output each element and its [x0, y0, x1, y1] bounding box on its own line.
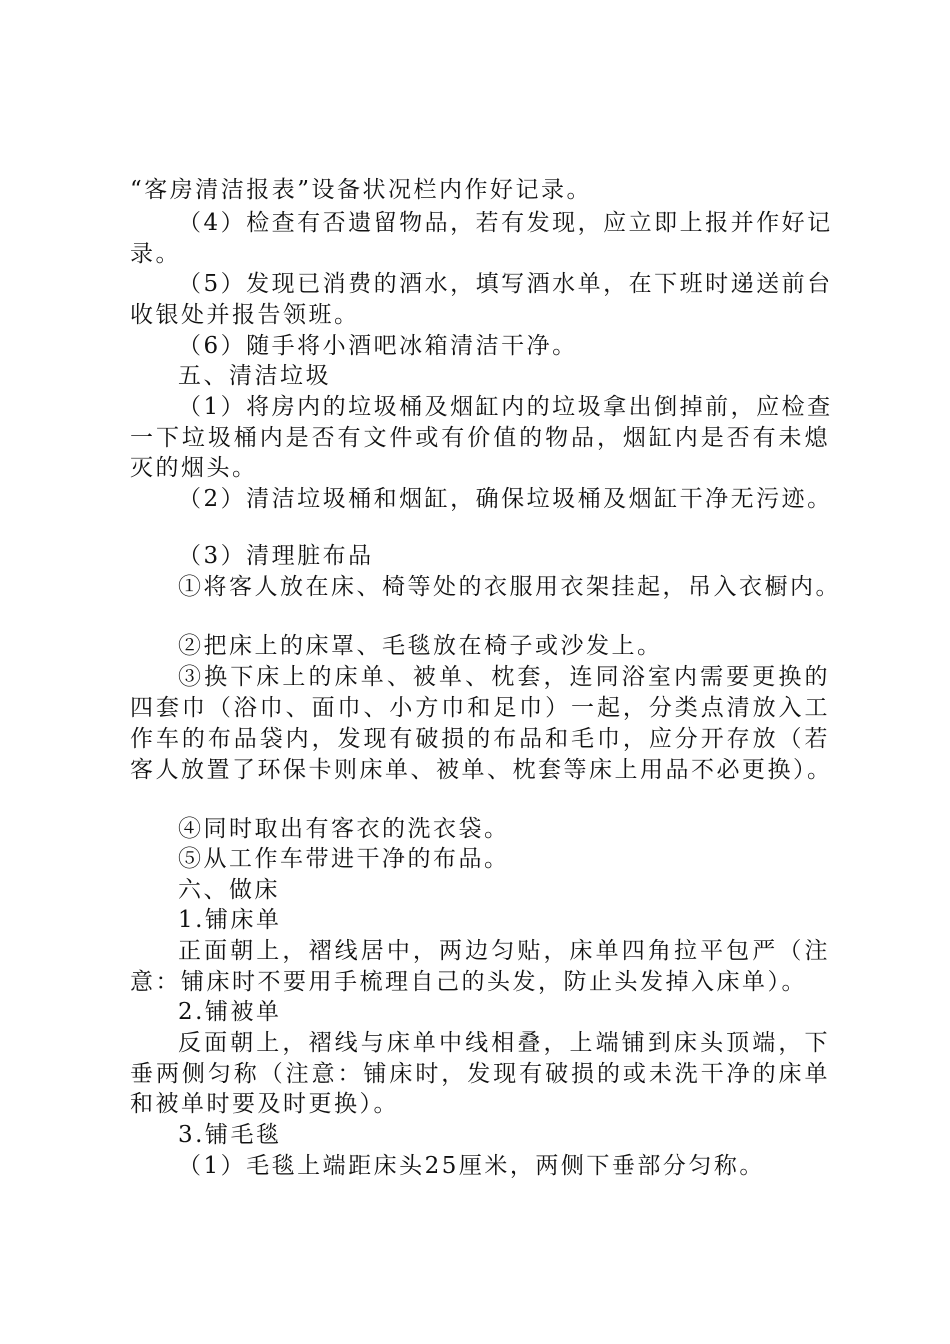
text-line: （3）清理脏布品: [178, 543, 374, 569]
text-line: 四套巾（浴巾、面巾、小方巾和足巾）一起，分类点清放入工: [130, 695, 830, 721]
text-line: （1）毛毯上端距床头25厘米，两侧下垂部分匀称。: [178, 1153, 765, 1179]
text-line: 客人放置了环保卡则床单、被单、枕套等床上用品不必更换）。: [130, 757, 833, 783]
text-line: 一下垃圾桶内是否有文件或有价值的物品，烟缸内是否有未熄: [130, 425, 830, 451]
text-line: “客房清洁报表”设备状况栏内作好记录。: [130, 177, 593, 203]
text-line: ②把床上的床罩、毛毯放在椅子或沙发上。: [178, 633, 663, 659]
text-line: 和被单时要及时更换）。: [130, 1091, 399, 1117]
text-line: ⑤从工作车带进干净的布品。: [178, 846, 510, 872]
subsection-heading: 2.铺被单: [178, 999, 282, 1025]
text-line: 意：铺床时不要用手梳理自己的头发，防止头发掉入床单）。: [130, 969, 807, 995]
text-line: ①将客人放在床、椅等处的衣服用衣架挂起，吊入衣橱内。: [178, 574, 841, 600]
subsection-heading: 3.铺毛毯: [178, 1122, 282, 1148]
text-line: 垂两侧匀称（注意：铺床时，发现有破损的或未洗干净的床单: [130, 1061, 830, 1087]
text-line: 灭的烟头。: [130, 455, 258, 481]
text-line: 正面朝上，褶线居中，两边匀贴，床单四角拉平包严（注: [178, 938, 830, 964]
text-line: （5）发现已消费的酒水，填写酒水单，在下班时递送前台: [178, 271, 833, 297]
section-heading: 五、清洁垃圾: [178, 363, 331, 389]
text-line: 录。: [130, 241, 181, 267]
text-line: 反面朝上，褶线与床单中线相叠，上端铺到床头顶端，下: [178, 1030, 830, 1056]
text-line: ④同时取出有客衣的洗衣袋。: [178, 816, 510, 842]
text-line: 作车的布品袋内，发现有破损的布品和毛巾，应分开存放（若: [130, 726, 830, 752]
section-heading: 六、做床: [178, 877, 280, 903]
text-line: ③换下床上的床单、被单、枕套，连同浴室内需要更换的: [178, 664, 830, 690]
text-line: （2）清洁垃圾桶和烟缸，确保垃圾桶及烟缸干净无污迹。: [178, 486, 833, 512]
text-line: 收银处并报告领班。: [130, 302, 360, 328]
subsection-heading: 1.铺床单: [178, 907, 282, 933]
text-line: （4）检查有否遗留物品，若有发现，应立即上报并作好记: [178, 210, 833, 236]
text-line: （6）随手将小酒吧冰箱清洁干净。: [178, 333, 578, 359]
text-line: （1）将房内的垃圾桶及烟缸内的垃圾拿出倒掉前，应检查: [178, 394, 833, 420]
